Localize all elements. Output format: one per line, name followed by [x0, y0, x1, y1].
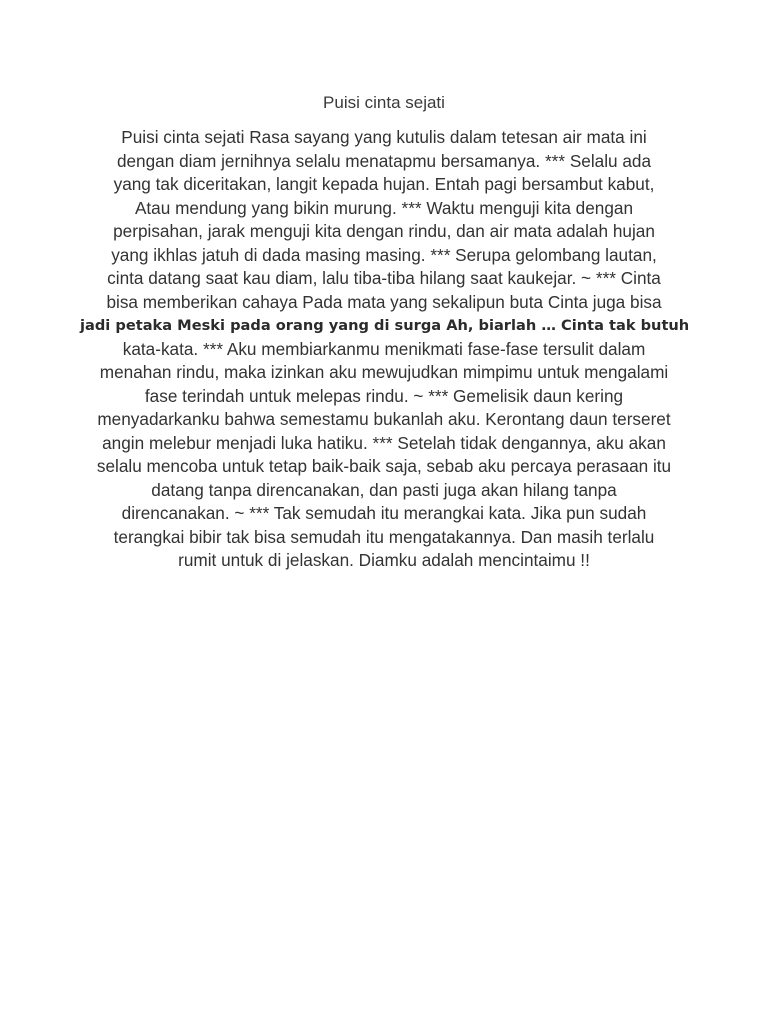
poem-line: Atau mendung yang bikin murung. *** Waktu menguji kita dengan: [134, 197, 634, 218]
poem-line: bisa memberikan cahaya Pada mata yang sekalipun buta Cinta juga bisa: [106, 291, 662, 312]
poem-line: menyadarkanku bahwa semestamu bukanlah aku. Kerontang daun terseret: [97, 409, 671, 429]
poem-line: yang tak diceritakan, langit kepada hujan. Entah pagi bersambut kabut,: [113, 174, 655, 194]
poem-line: Puisi cinta sejati Rasa sayang yang kutulis dalam tetesan air mata ini: [121, 127, 647, 147]
poem-line: rumit untuk di jelaskan. Diamku adalah mencintaimu !!: [178, 550, 590, 570]
poem-line: datang tanpa direncanakan, dan pasti juga akan hilang tanpa: [151, 479, 617, 500]
poem-line: angin melebur menjadi luka hatiku. *** Setelah tidak dengannya, aku akan: [102, 432, 666, 453]
poem-line: kata-kata. *** Aku membiarkanmu menikmati fase-fase tersulit dalam: [122, 338, 646, 359]
poem-line: fase terindah untuk melepas rindu. ~ *** Gemelisik daun kering: [144, 385, 624, 406]
poem-line: selalu mencoba untuk tetap baik-baik saja, sebab aku percaya perasaan itu: [96, 456, 672, 476]
document-title: Puisi cinta sejati: [323, 93, 445, 112]
poem-line: yang ikhlas jatuh di dada masing masing. *** Serupa gelombang lautan,: [111, 244, 657, 265]
poem-line: dengan diam jernihnya selalu menatapmu bersamanya. *** Selalu ada: [116, 150, 652, 171]
poem-line: direncanakan. ~ *** Tak semudah itu merangkai kata. Jika pun sudah: [121, 503, 647, 523]
poem-body: [80, 126, 688, 573]
poem-line: cinta datang saat kau diam, lalu tiba-tiba hilang saat kaukejar. ~ *** Cinta: [107, 268, 661, 288]
poem-line: terangkai bibir tak bisa semudah itu mengatakannya. Dan masih terlalu: [113, 526, 655, 547]
poem-line: perpisahan, jarak menguji kita dengan rindu, dan air mata adalah hujan: [113, 221, 655, 241]
poem-line-bold: jadi petaka Meski pada orang yang di surga Ah, biarlah … Cinta tak butuh: [80, 317, 690, 334]
poem-line: menahan rindu, maka izinkan aku mewujudkan mimpimu untuk mengalami: [99, 362, 669, 382]
